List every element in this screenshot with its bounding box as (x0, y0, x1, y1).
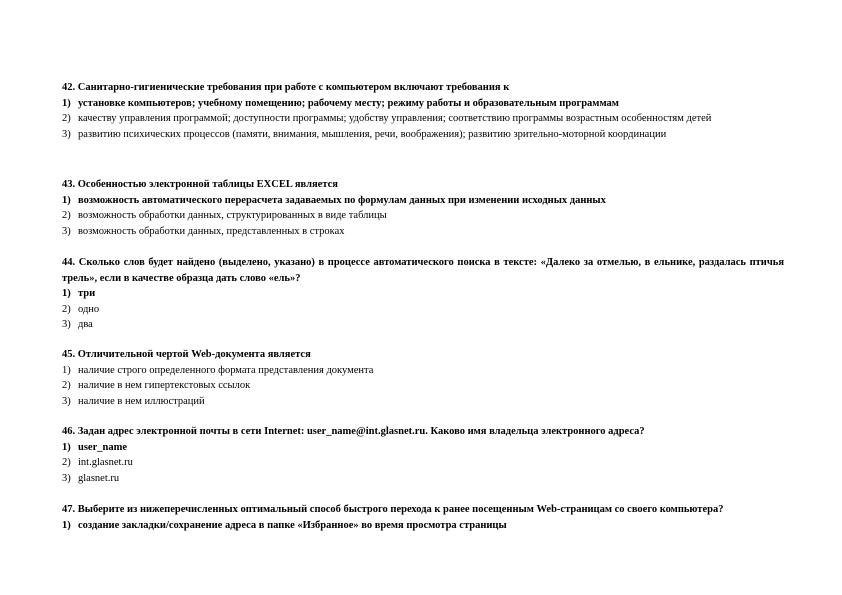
question-46 (62, 424, 784, 486)
answer-item (62, 286, 784, 302)
question-title: 45. Отличительной чертой Web-документа является (62, 349, 311, 360)
answer-item (62, 394, 784, 410)
answer-text: наличие в нем иллюстраций (78, 395, 205, 407)
answer-item (62, 363, 784, 379)
answer-text: наличие строго определенного формата представления документа (78, 364, 374, 376)
answer-item (62, 224, 784, 240)
answer-item (62, 471, 784, 487)
answer-item (62, 317, 784, 333)
answer-item (62, 302, 784, 318)
answer-text: user_name (78, 441, 127, 453)
answer-text: возможность автоматического перерасчета задаваемых по формулам данных при изменении исходных данных (78, 194, 606, 206)
answer-number: 2) (62, 303, 71, 315)
question-43 (62, 177, 784, 239)
question-47 (62, 502, 784, 533)
answer-number: 1) (62, 288, 71, 300)
answer-number: 1) (62, 194, 71, 206)
answer-item (62, 455, 784, 471)
answer-text: два (78, 319, 93, 331)
answer-number: 3) (62, 225, 71, 237)
question-44 (62, 255, 784, 333)
question-title: 43. Особенностью электронной таблицы EXCEL является (62, 179, 338, 190)
answer-item (62, 440, 784, 456)
answer-text: создание закладки/сохранение адреса в папке «Избранное» во время просмотра страницы (78, 519, 507, 531)
question-title: 42. Санитарно-гигиенические требования при работе с компьютером включают требования к (62, 82, 510, 93)
question-45 (62, 347, 784, 409)
answer-item (62, 518, 784, 534)
answer-number: 2) (62, 457, 71, 469)
answer-item (62, 127, 784, 143)
question-title: 46. Задан адрес электронной почты в сети Internet: user_name@int.glasnet.ru. Каково имя владельца электронного адреса? (62, 426, 645, 437)
answer-number: 2) (62, 380, 71, 392)
answer-number: 2) (62, 113, 71, 125)
answer-text: возможность обработки данных, представленных в строках (78, 225, 345, 237)
question-title: 44. Сколько слов будет найдено (выделено, указано) в процессе автоматического поиска в тексте: «Далеко за отмелью, в ельнике, раздалась птичья трель», если в качестве образца дать слово «ель»? (62, 257, 784, 284)
answer-number: 1) (62, 441, 71, 453)
answer-item (62, 193, 784, 209)
answer-number: 1) (62, 364, 71, 376)
answer-text: три (78, 288, 96, 300)
answer-text: наличие в нем гипертекстовых ссылок (78, 380, 251, 392)
answer-number: 3) (62, 472, 71, 484)
answer-text: glasnet.ru (78, 472, 120, 484)
answer-text: установке компьютеров; учебному помещению; рабочему месту; режиму работы и образовательным программам (78, 97, 619, 109)
answer-number: 3) (62, 128, 71, 140)
answer-item (62, 111, 784, 127)
answer-item (62, 96, 784, 112)
answer-number: 3) (62, 395, 71, 407)
answer-number: 2) (62, 210, 71, 222)
answer-text: int.glasnet.ru (78, 457, 133, 469)
answer-text: одно (78, 303, 100, 315)
answer-text: возможность обработки данных, структурированных в виде таблицы (78, 210, 387, 222)
answer-number: 1) (62, 519, 71, 531)
question-42 (62, 80, 784, 142)
answer-number: 1) (62, 97, 71, 109)
answer-text: развитию психических процессов (памяти, внимания, мышления, речи, воображения); развитию зрительно-моторной координации (78, 128, 667, 140)
answer-item (62, 208, 784, 224)
answer-text: качеству управления программой; доступности программы; удобству управления; соответствию программы возрастным особенностям детей (78, 113, 712, 125)
answer-item (62, 378, 784, 394)
question-title: 47. Выберите из нижеперечисленных оптимальный способ быстрого перехода к ранее посещенным Web-страницам со своего компьютера? (62, 504, 724, 515)
answer-number: 3) (62, 319, 71, 331)
